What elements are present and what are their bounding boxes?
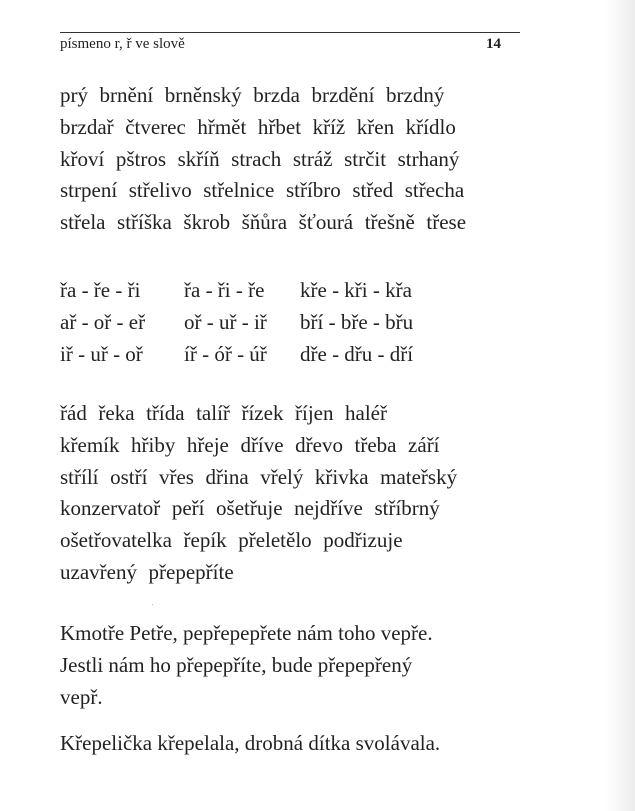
- word: křivka: [314, 464, 369, 489]
- word: září: [408, 432, 440, 457]
- word: křemík: [60, 432, 120, 457]
- word: vřes: [158, 464, 194, 489]
- word: hřeje: [186, 432, 229, 457]
- word: strčit: [344, 146, 387, 171]
- word: stříška: [117, 210, 172, 235]
- word: strhaný: [397, 146, 460, 171]
- word: střelivo: [128, 178, 192, 203]
- word-row: [60, 175, 466, 207]
- syllable-group: oř - uř - iř: [184, 309, 267, 334]
- word: uzavřený: [60, 559, 137, 584]
- word: řízek: [241, 401, 284, 425]
- syllable-group: ař - oř - eř: [60, 309, 146, 334]
- word: podřizuje: [323, 528, 403, 553]
- word: střela: [60, 210, 106, 235]
- word: vřelý: [260, 464, 304, 489]
- word: strach: [231, 146, 282, 171]
- word-row: [60, 207, 466, 239]
- word: říjen: [295, 401, 334, 425]
- word: brzda: [253, 83, 300, 107]
- word: hřmět: [197, 114, 247, 139]
- word: hřbet: [257, 114, 302, 139]
- word: řád: [60, 401, 87, 425]
- word: třeba: [354, 432, 397, 457]
- word: řepík: [183, 528, 227, 553]
- word: brzdař: [60, 114, 114, 139]
- syllable-row: [60, 307, 440, 339]
- syllable-group: řa - ři - ře: [184, 278, 265, 302]
- tongue-twister-2: [60, 728, 440, 760]
- word: stráž: [292, 146, 333, 171]
- sentence-line: vepř.: [60, 684, 103, 709]
- running-header-title: písmeno r, ř ve slově: [60, 36, 185, 52]
- word: brněnský: [164, 83, 242, 107]
- word: ostří: [110, 464, 148, 489]
- word: šťourá: [298, 210, 354, 235]
- word: nejdříve: [294, 496, 363, 521]
- word: střed: [352, 178, 394, 203]
- page-number: 14: [486, 36, 501, 52]
- syllable-group: dře - dřu - dří: [300, 341, 414, 366]
- word-row: [60, 144, 466, 176]
- word: křoví: [60, 146, 105, 171]
- word: pštros: [115, 146, 167, 171]
- word: peří: [171, 496, 205, 521]
- word: ošetřovatelka: [60, 528, 172, 553]
- word: talíř: [196, 401, 230, 425]
- word: řeka: [98, 401, 135, 425]
- word: mateřský: [380, 464, 458, 489]
- word: prý: [60, 83, 88, 107]
- syllable-group: iř - uř - oř: [60, 341, 143, 366]
- word-block-2: [60, 398, 457, 589]
- scan-speck: [152, 604, 153, 605]
- word-row: [60, 80, 466, 112]
- tongue-twister-1: [60, 618, 433, 713]
- syllable-group: íř - óř - úř: [184, 341, 267, 366]
- word: střelnice: [203, 178, 275, 203]
- word-row: [60, 462, 457, 494]
- word-row: [60, 112, 466, 144]
- word: křen: [356, 114, 395, 139]
- word: haléř: [345, 401, 388, 425]
- word: strpení: [60, 178, 118, 203]
- header-rule: [60, 32, 520, 33]
- word: brnění: [99, 83, 154, 107]
- word: stříbro: [285, 178, 341, 203]
- sentence-line: Kmotře Petře, pepřepepřete nám toho vepře.: [60, 621, 433, 645]
- sentence-line: Jestli nám ho přepepříte, bude přepepřený: [60, 652, 413, 677]
- word: přeletělo: [238, 528, 312, 553]
- word: konzervatoř: [60, 496, 161, 521]
- word-row: [60, 493, 457, 525]
- word-row: [60, 525, 457, 557]
- page-edge-shadow: [605, 0, 635, 811]
- word: přepepříte: [148, 559, 234, 584]
- word: dřevo: [295, 432, 343, 457]
- syllable-group: řa - ře - ři: [60, 278, 141, 302]
- word: hřiby: [131, 432, 176, 457]
- word: čtverec: [125, 114, 186, 139]
- word: třešně: [364, 210, 415, 235]
- word: střílí: [60, 464, 99, 489]
- word: dříve: [240, 432, 284, 457]
- syllable-group: kře - kři - křa: [300, 278, 412, 302]
- word: ošetřuje: [216, 496, 283, 521]
- syllable-group: bří - bře - břu: [300, 309, 414, 334]
- word: třese: [426, 210, 467, 235]
- syllable-drill-grid: [60, 275, 440, 370]
- word-row: [60, 430, 457, 462]
- word: dřina: [205, 464, 249, 489]
- word: stříbrný: [374, 496, 440, 521]
- word: křídlo: [405, 114, 456, 139]
- word: brzdný: [386, 83, 445, 107]
- word: škrob: [183, 210, 231, 235]
- word: kříž: [312, 114, 346, 139]
- word: šňůra: [241, 210, 288, 235]
- word-row: [60, 557, 457, 589]
- syllable-row: [60, 275, 440, 307]
- sentence-line: Křepelička křepelala, drobná dítka svolávala.: [60, 731, 441, 755]
- word-block-1: [60, 80, 466, 239]
- word: brzdění: [311, 83, 375, 107]
- word: třída: [146, 401, 185, 425]
- word-row: [60, 398, 457, 430]
- word: střecha: [404, 178, 465, 203]
- word: skříň: [177, 146, 220, 171]
- syllable-row: [60, 339, 440, 371]
